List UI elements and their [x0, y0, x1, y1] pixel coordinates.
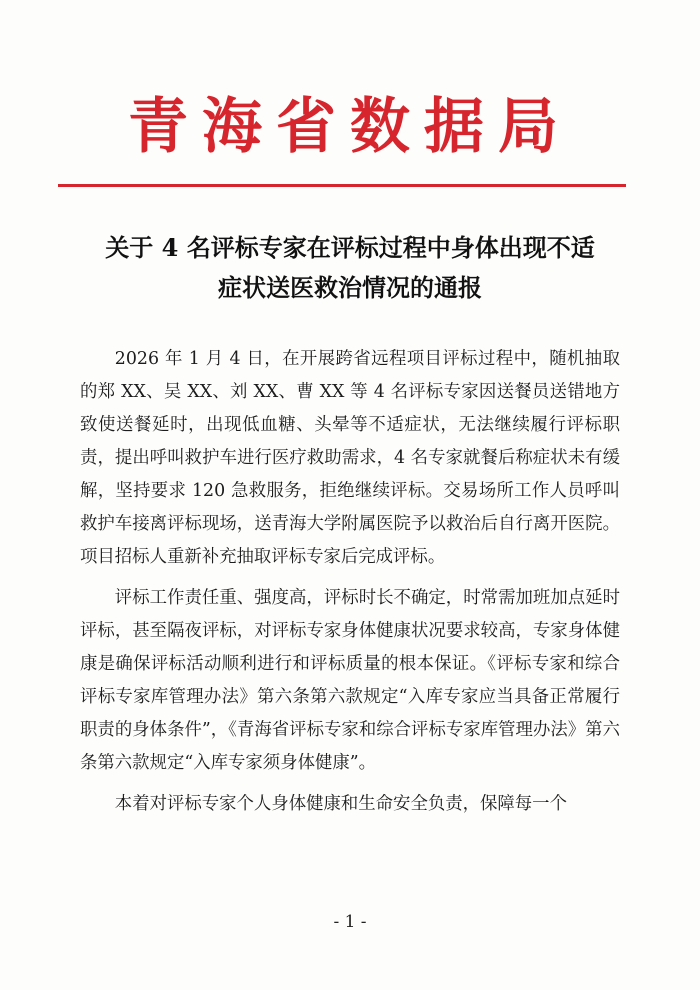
document-title-line-2: 症状送医救治情况的通报 — [218, 273, 482, 302]
body-paragraph-1: 2026 年 1 月 4 日，在开展跨省远程项目评标过程中，随机抽取的郑 XX、吴 XX、刘 XX、曹 XX 等 4 名评标专家因送餐员送错地方致使送餐延时，出现低血糖、头晕等不适症状，无法继续履行评标职责，提出呼叫救护车进行医疗救助需求，4 名专家就餐后称症状未有缓解，坚持要求 120 急救服务，拒绝继续评标。交易场所工作人员呼叫救护车接离评标现场，送青海大学附属医院予以救治后自行离开医院。项目招标人重新补充抽取评标专家后完成评标。 — [80, 349, 620, 567]
document-title — [60, 228, 640, 308]
letterhead-title: 青海省数据局 — [128, 92, 572, 162]
body-paragraph-3: 本着对评标专家个人身体健康和生命安全负责，保障每一个 — [114, 794, 567, 814]
letterhead-red-rule — [58, 184, 626, 187]
page-number: - 1 - — [333, 912, 367, 932]
body-paragraph-2: 评标工作责任重、强度高，评标时长不确定，时常需加班加点延时评标，甚至隔夜评标，对评标专家身体健康状况要求较高，专家身体健康是确保评标活动顺利进行和评标质量的根本保证。《评标专家和综合评标专家库管理办法》第六条第六款规定“入库专家应当具备正常履行职责的身体条件”，《青海省评标专家和综合评标专家库管理办法》第六条第六款规定“入库专家须身体健康”。 — [80, 588, 620, 773]
document-body — [80, 343, 620, 829]
document-title-line-1: 关于 4 名评标专家在评标过程中身体出现不适 — [105, 233, 595, 262]
